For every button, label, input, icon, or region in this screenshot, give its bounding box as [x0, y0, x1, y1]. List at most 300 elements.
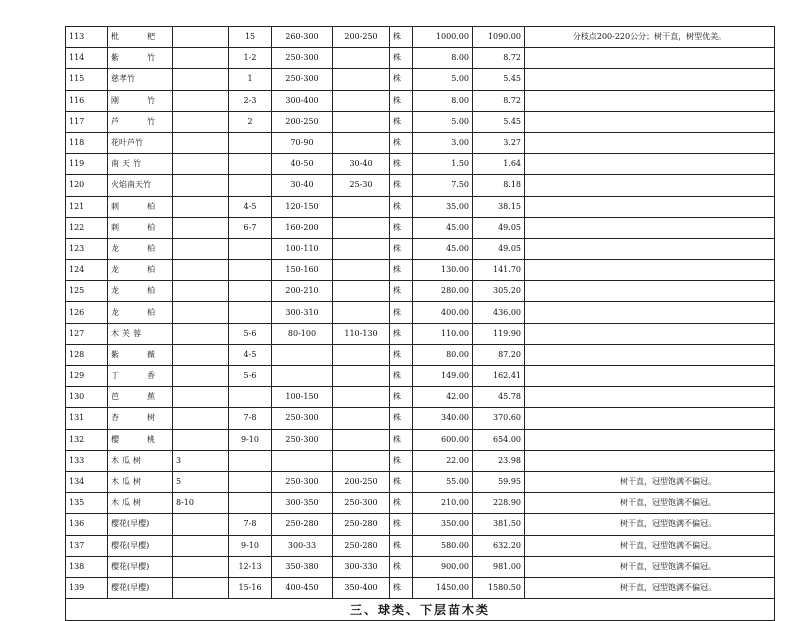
cell-remark [525, 238, 775, 259]
table-row [66, 217, 775, 238]
cell-trunk-diameter [173, 302, 229, 323]
cell-height-class: 5-6 [229, 323, 272, 344]
table-row [66, 260, 775, 281]
cell-item-number: 122 [66, 217, 108, 238]
cell-height-range: 70-90 [272, 132, 333, 153]
cell-crown-spread [333, 344, 390, 365]
cell-height-range: 100-110 [272, 238, 333, 259]
section-title: 三、球类、下层苗木类 [66, 599, 775, 621]
cell-unit: 株 [390, 27, 413, 48]
cell-remark [525, 69, 775, 90]
cell-item-number: 133 [66, 450, 108, 471]
plant-price-table [65, 26, 775, 621]
cell-plant-name: 丁 香 [108, 366, 173, 387]
cell-item-number: 119 [66, 154, 108, 175]
cell-unit: 株 [390, 408, 413, 429]
cell-trunk-diameter [173, 69, 229, 90]
cell-remark [525, 429, 775, 450]
cell-item-number: 138 [66, 556, 108, 577]
cell-trunk-diameter: 5 [173, 471, 229, 492]
table-row [66, 132, 775, 153]
cell-unit-price: 45.00 [413, 217, 473, 238]
cell-remark [525, 281, 775, 302]
table-row [66, 111, 775, 132]
cell-trunk-diameter [173, 154, 229, 175]
cell-unit-price: 80.00 [413, 344, 473, 365]
cell-trunk-diameter [173, 366, 229, 387]
cell-crown-spread [333, 302, 390, 323]
cell-total-price: 3.27 [473, 132, 525, 153]
cell-remark: 分枝点200-220公分；树干直，树型优美。 [525, 27, 775, 48]
cell-plant-name: 樱花(早樱) [108, 514, 173, 535]
cell-unit-price: 5.00 [413, 111, 473, 132]
cell-unit-price: 1450.00 [413, 577, 473, 598]
cell-remark [525, 260, 775, 281]
cell-unit-price: 340.00 [413, 408, 473, 429]
cell-height-range: 250-280 [272, 514, 333, 535]
cell-height-range: 260-300 [272, 27, 333, 48]
cell-height-range: 250-300 [272, 429, 333, 450]
cell-unit: 株 [390, 450, 413, 471]
cell-plant-name: 杏 树 [108, 408, 173, 429]
cell-crown-spread [333, 429, 390, 450]
cell-plant-name: 樱花(早樱) [108, 577, 173, 598]
cell-height-class: 9-10 [229, 429, 272, 450]
cell-crown-spread [333, 387, 390, 408]
cell-crown-spread: 350-400 [333, 577, 390, 598]
cell-height-class [229, 154, 272, 175]
cell-plant-name: 樱 桃 [108, 429, 173, 450]
cell-crown-spread [333, 90, 390, 111]
cell-height-class [229, 260, 272, 281]
cell-unit-price: 400.00 [413, 302, 473, 323]
cell-remark: 树干直，冠型饱满不偏冠。 [525, 471, 775, 492]
cell-trunk-diameter [173, 48, 229, 69]
cell-height-class: 5-6 [229, 366, 272, 387]
cell-plant-name: 芭 蕉 [108, 387, 173, 408]
cell-plant-name: 刚 竹 [108, 90, 173, 111]
cell-remark [525, 450, 775, 471]
cell-total-price: 654.00 [473, 429, 525, 450]
cell-total-price: 1090.00 [473, 27, 525, 48]
cell-unit: 株 [390, 90, 413, 111]
cell-height-class: 15 [229, 27, 272, 48]
cell-total-price: 5.45 [473, 111, 525, 132]
cell-height-class [229, 471, 272, 492]
cell-item-number: 137 [66, 535, 108, 556]
cell-unit: 株 [390, 366, 413, 387]
cell-total-price: 1580.50 [473, 577, 525, 598]
cell-item-number: 132 [66, 429, 108, 450]
cell-item-number: 136 [66, 514, 108, 535]
cell-height-class [229, 238, 272, 259]
cell-item-number: 131 [66, 408, 108, 429]
cell-crown-spread: 25-30 [333, 175, 390, 196]
cell-crown-spread: 200-250 [333, 27, 390, 48]
cell-remark [525, 323, 775, 344]
cell-total-price: 59.95 [473, 471, 525, 492]
cell-item-number: 126 [66, 302, 108, 323]
cell-trunk-diameter [173, 238, 229, 259]
table-row [66, 323, 775, 344]
cell-unit-price: 149.00 [413, 366, 473, 387]
cell-crown-spread [333, 450, 390, 471]
cell-plant-name: 龙 柏 [108, 302, 173, 323]
cell-item-number: 117 [66, 111, 108, 132]
cell-plant-name: 木瓜树 [108, 450, 173, 471]
cell-height-range: 200-210 [272, 281, 333, 302]
cell-plant-name: 木瓜树 [108, 493, 173, 514]
cell-item-number: 130 [66, 387, 108, 408]
cell-height-range: 300-310 [272, 302, 333, 323]
cell-crown-spread: 250-280 [333, 514, 390, 535]
cell-plant-name: 木芙蓉 [108, 323, 173, 344]
cell-height-class: 9-10 [229, 535, 272, 556]
cell-item-number: 123 [66, 238, 108, 259]
cell-trunk-diameter [173, 260, 229, 281]
cell-height-class: 4-5 [229, 344, 272, 365]
cell-remark [525, 302, 775, 323]
cell-height-class [229, 387, 272, 408]
cell-remark [525, 154, 775, 175]
cell-total-price: 305.20 [473, 281, 525, 302]
cell-unit-price: 280.00 [413, 281, 473, 302]
table-row [66, 471, 775, 492]
cell-crown-spread [333, 366, 390, 387]
table-row [66, 493, 775, 514]
cell-height-range: 350-380 [272, 556, 333, 577]
cell-crown-spread [333, 217, 390, 238]
cell-trunk-diameter [173, 90, 229, 111]
cell-plant-name: 芦 竹 [108, 111, 173, 132]
cell-trunk-diameter [173, 111, 229, 132]
cell-height-range: 300-400 [272, 90, 333, 111]
cell-crown-spread [333, 69, 390, 90]
cell-crown-spread [333, 408, 390, 429]
table-row [66, 387, 775, 408]
cell-crown-spread [333, 48, 390, 69]
cell-unit-price: 1.50 [413, 154, 473, 175]
cell-unit: 株 [390, 154, 413, 175]
cell-trunk-diameter [173, 429, 229, 450]
cell-total-price: 8.72 [473, 48, 525, 69]
cell-unit-price: 55.00 [413, 471, 473, 492]
table-row [66, 48, 775, 69]
cell-remark [525, 132, 775, 153]
cell-item-number: 134 [66, 471, 108, 492]
cell-crown-spread: 30-40 [333, 154, 390, 175]
cell-item-number: 127 [66, 323, 108, 344]
cell-unit: 株 [390, 514, 413, 535]
cell-trunk-diameter [173, 577, 229, 598]
cell-trunk-diameter [173, 535, 229, 556]
cell-total-price: 1.64 [473, 154, 525, 175]
cell-remark: 树干直，冠型饱满不偏冠。 [525, 514, 775, 535]
table-row [66, 175, 775, 196]
cell-total-price: 436.00 [473, 302, 525, 323]
table-row [66, 514, 775, 535]
cell-trunk-diameter [173, 514, 229, 535]
cell-unit-price: 7.50 [413, 175, 473, 196]
cell-plant-name: 刺 柏 [108, 196, 173, 217]
cell-crown-spread: 250-280 [333, 535, 390, 556]
cell-remark [525, 366, 775, 387]
cell-remark [525, 217, 775, 238]
cell-total-price: 87.20 [473, 344, 525, 365]
cell-plant-name: 花叶芦竹 [108, 132, 173, 153]
cell-height-range: 250-300 [272, 408, 333, 429]
cell-total-price: 5.45 [473, 69, 525, 90]
cell-unit-price: 42.00 [413, 387, 473, 408]
cell-height-range [272, 344, 333, 365]
cell-item-number: 125 [66, 281, 108, 302]
cell-trunk-diameter [173, 387, 229, 408]
cell-height-class: 7-8 [229, 408, 272, 429]
cell-unit: 株 [390, 344, 413, 365]
cell-item-number: 128 [66, 344, 108, 365]
cell-unit: 株 [390, 196, 413, 217]
cell-item-number: 113 [66, 27, 108, 48]
cell-unit: 株 [390, 281, 413, 302]
cell-height-class: 6-7 [229, 217, 272, 238]
cell-plant-name: 木瓜树 [108, 471, 173, 492]
cell-trunk-diameter [173, 132, 229, 153]
cell-height-class: 7-8 [229, 514, 272, 535]
cell-total-price: 49.05 [473, 217, 525, 238]
cell-unit: 株 [390, 471, 413, 492]
cell-plant-name: 龙 柏 [108, 260, 173, 281]
cell-crown-spread: 300-330 [333, 556, 390, 577]
cell-plant-name: 樱花(早樱) [108, 535, 173, 556]
cell-unit-price: 8.00 [413, 90, 473, 111]
table-row [66, 302, 775, 323]
cell-height-class [229, 493, 272, 514]
cell-trunk-diameter [173, 217, 229, 238]
cell-total-price: 8.72 [473, 90, 525, 111]
cell-item-number: 115 [66, 69, 108, 90]
cell-total-price: 141.70 [473, 260, 525, 281]
cell-height-range: 160-200 [272, 217, 333, 238]
cell-crown-spread: 110-130 [333, 323, 390, 344]
cell-height-class: 12-13 [229, 556, 272, 577]
cell-unit-price: 350.00 [413, 514, 473, 535]
cell-item-number: 121 [66, 196, 108, 217]
cell-height-class [229, 302, 272, 323]
cell-unit: 株 [390, 69, 413, 90]
cell-height-range: 80-100 [272, 323, 333, 344]
cell-unit: 株 [390, 387, 413, 408]
cell-crown-spread [333, 111, 390, 132]
cell-trunk-diameter [173, 175, 229, 196]
cell-unit: 株 [390, 48, 413, 69]
cell-height-range: 250-300 [272, 69, 333, 90]
cell-height-class: 1 [229, 69, 272, 90]
cell-plant-name: 火焰南天竹 [108, 175, 173, 196]
cell-height-range: 120-150 [272, 196, 333, 217]
cell-height-class: 2-3 [229, 90, 272, 111]
cell-item-number: 139 [66, 577, 108, 598]
cell-crown-spread [333, 281, 390, 302]
cell-height-range: 300-350 [272, 493, 333, 514]
cell-plant-name: 刺 柏 [108, 217, 173, 238]
cell-unit-price: 110.00 [413, 323, 473, 344]
cell-height-range: 250-300 [272, 471, 333, 492]
cell-height-range: 40-50 [272, 154, 333, 175]
cell-remark [525, 48, 775, 69]
table-row [66, 238, 775, 259]
cell-height-class [229, 132, 272, 153]
cell-total-price: 370.60 [473, 408, 525, 429]
cell-unit-price: 3.00 [413, 132, 473, 153]
cell-crown-spread [333, 260, 390, 281]
cell-height-class: 15-16 [229, 577, 272, 598]
cell-total-price: 49.05 [473, 238, 525, 259]
cell-height-range [272, 450, 333, 471]
table-row [66, 90, 775, 111]
cell-item-number: 118 [66, 132, 108, 153]
cell-unit: 株 [390, 132, 413, 153]
cell-remark [525, 387, 775, 408]
cell-item-number: 114 [66, 48, 108, 69]
cell-trunk-diameter [173, 408, 229, 429]
cell-trunk-diameter [173, 344, 229, 365]
cell-unit-price: 22.00 [413, 450, 473, 471]
cell-crown-spread [333, 196, 390, 217]
cell-height-range: 250-300 [272, 48, 333, 69]
cell-height-range: 400-450 [272, 577, 333, 598]
cell-remark [525, 175, 775, 196]
cell-item-number: 129 [66, 366, 108, 387]
cell-trunk-diameter [173, 27, 229, 48]
cell-unit: 株 [390, 577, 413, 598]
cell-unit: 株 [390, 302, 413, 323]
cell-item-number: 120 [66, 175, 108, 196]
table-row [66, 429, 775, 450]
table-row [66, 27, 775, 48]
cell-height-range [272, 366, 333, 387]
cell-unit-price: 130.00 [413, 260, 473, 281]
cell-total-price: 632.20 [473, 535, 525, 556]
cell-crown-spread [333, 132, 390, 153]
cell-unit-price: 1000.00 [413, 27, 473, 48]
cell-unit: 株 [390, 260, 413, 281]
cell-total-price: 162.41 [473, 366, 525, 387]
cell-height-range: 30-40 [272, 175, 333, 196]
cell-total-price: 8.18 [473, 175, 525, 196]
table-row [66, 366, 775, 387]
cell-unit-price: 45.00 [413, 238, 473, 259]
cell-height-range: 150-160 [272, 260, 333, 281]
cell-trunk-diameter: 3 [173, 450, 229, 471]
cell-total-price: 23.98 [473, 450, 525, 471]
cell-unit: 株 [390, 111, 413, 132]
cell-item-number: 124 [66, 260, 108, 281]
cell-plant-name: 紫 竹 [108, 48, 173, 69]
cell-unit-price: 600.00 [413, 429, 473, 450]
cell-plant-name: 慈孝竹 [108, 69, 173, 90]
cell-crown-spread: 250-300 [333, 493, 390, 514]
table-row [66, 408, 775, 429]
cell-total-price: 119.90 [473, 323, 525, 344]
cell-item-number: 135 [66, 493, 108, 514]
cell-unit-price: 5.00 [413, 69, 473, 90]
cell-height-range: 200-250 [272, 111, 333, 132]
cell-height-class [229, 281, 272, 302]
cell-total-price: 381.50 [473, 514, 525, 535]
cell-height-range: 100-150 [272, 387, 333, 408]
cell-total-price: 981.00 [473, 556, 525, 577]
cell-unit: 株 [390, 217, 413, 238]
table-row [66, 577, 775, 598]
table-row [66, 196, 775, 217]
cell-plant-name: 龙 柏 [108, 238, 173, 259]
cell-remark: 树干直，冠型饱满不偏冠。 [525, 577, 775, 598]
cell-crown-spread [333, 238, 390, 259]
table-row [66, 450, 775, 471]
cell-height-class [229, 450, 272, 471]
cell-trunk-diameter [173, 556, 229, 577]
cell-remark [525, 111, 775, 132]
cell-height-class: 1-2 [229, 48, 272, 69]
cell-total-price: 228.90 [473, 493, 525, 514]
cell-trunk-diameter [173, 196, 229, 217]
cell-unit: 株 [390, 429, 413, 450]
cell-plant-name: 龙 柏 [108, 281, 173, 302]
cell-unit: 株 [390, 493, 413, 514]
cell-trunk-diameter [173, 281, 229, 302]
cell-unit: 株 [390, 175, 413, 196]
cell-unit: 株 [390, 535, 413, 556]
cell-crown-spread: 200-250 [333, 471, 390, 492]
cell-unit-price: 210.00 [413, 493, 473, 514]
cell-height-class [229, 175, 272, 196]
cell-remark: 树干直，冠型饱满不偏冠。 [525, 493, 775, 514]
cell-trunk-diameter: 8-10 [173, 493, 229, 514]
cell-plant-name: 紫 薇 [108, 344, 173, 365]
table-row [66, 535, 775, 556]
cell-remark [525, 408, 775, 429]
cell-height-range: 300-33 [272, 535, 333, 556]
cell-unit-price: 900.00 [413, 556, 473, 577]
cell-unit-price: 35.00 [413, 196, 473, 217]
cell-total-price: 38.15 [473, 196, 525, 217]
cell-height-class: 2 [229, 111, 272, 132]
cell-item-number: 116 [66, 90, 108, 111]
cell-plant-name: 樱花(早樱) [108, 556, 173, 577]
table-row [66, 69, 775, 90]
table-row [66, 556, 775, 577]
cell-trunk-diameter [173, 323, 229, 344]
cell-remark [525, 344, 775, 365]
cell-unit-price: 580.00 [413, 535, 473, 556]
cell-remark: 树干直，冠型饱满不偏冠。 [525, 535, 775, 556]
cell-unit: 株 [390, 323, 413, 344]
table-row [66, 154, 775, 175]
cell-remark [525, 196, 775, 217]
cell-unit-price: 8.00 [413, 48, 473, 69]
cell-plant-name: 枇 杷 [108, 27, 173, 48]
cell-remark: 树干直，冠型饱满不偏冠。 [525, 556, 775, 577]
cell-plant-name: 南天竹 [108, 154, 173, 175]
cell-remark [525, 90, 775, 111]
cell-height-class: 4-5 [229, 196, 272, 217]
cell-unit: 株 [390, 238, 413, 259]
section-header-row [66, 599, 775, 621]
cell-unit: 株 [390, 556, 413, 577]
table-row [66, 281, 775, 302]
table-row [66, 344, 775, 365]
cell-total-price: 45.78 [473, 387, 525, 408]
